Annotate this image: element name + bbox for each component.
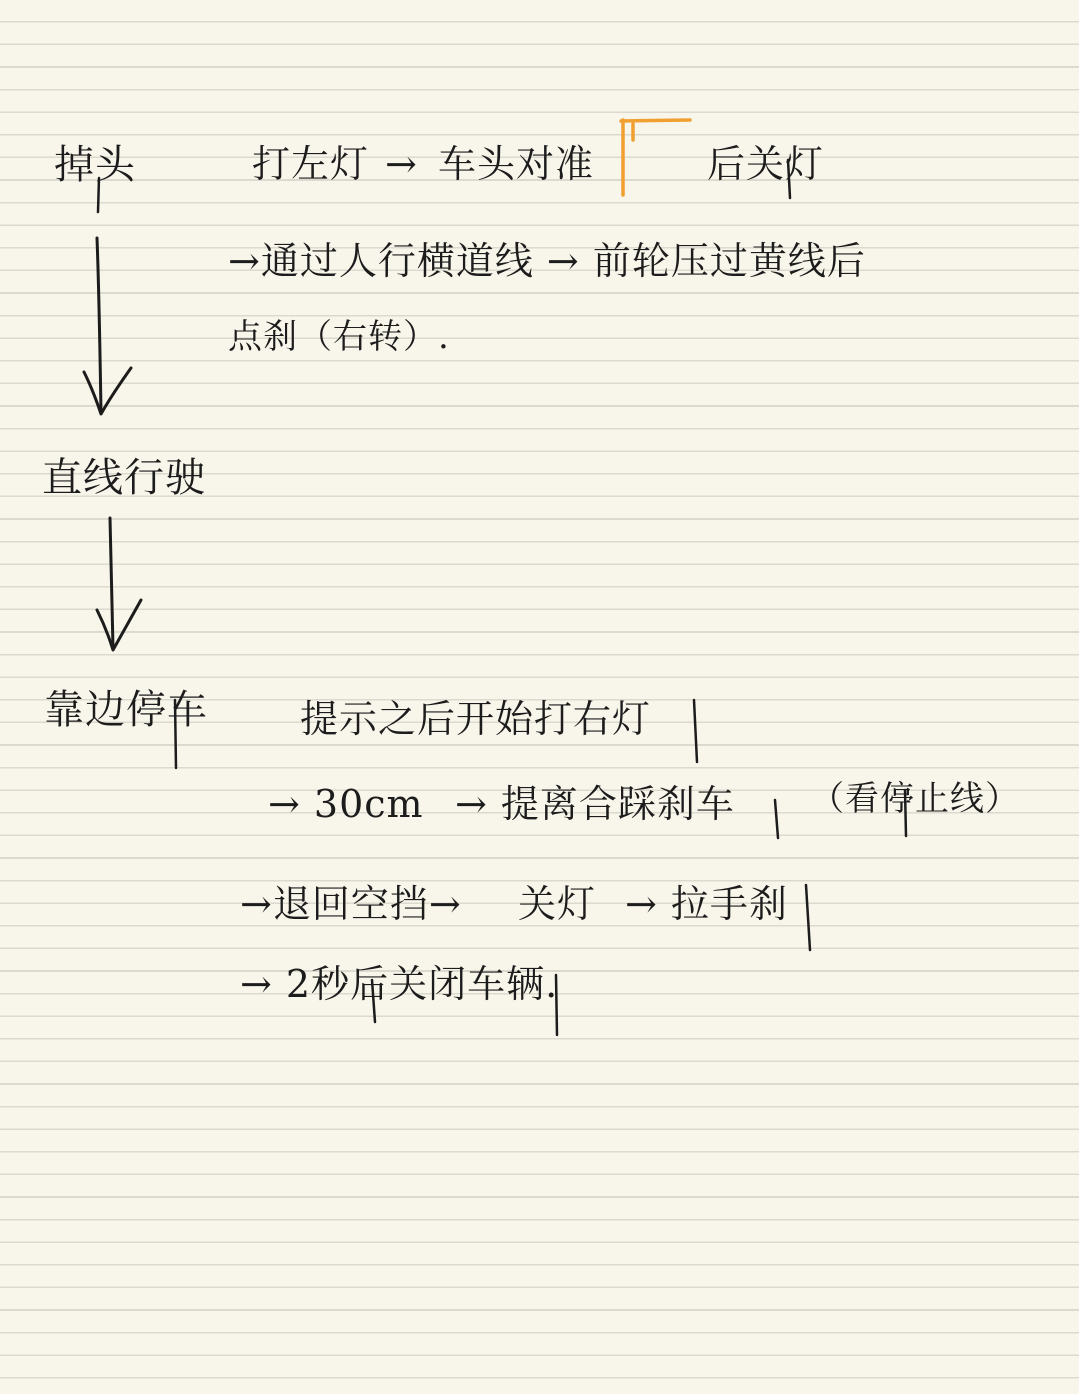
alignment-sketch [621, 120, 690, 195]
turn-step-arrow: → [385, 142, 418, 186]
turn-step-lights-off: 后关灯 [707, 142, 825, 186]
pullover-step-clutch-brake: → 提离合踩刹车 [455, 782, 735, 826]
heading-straight: 直线行驶 [42, 455, 206, 501]
flow-arrow-down-1 [84, 238, 131, 414]
turn-step-crosswalk: →通过人行横道线 → 前轮压过黄线后 [228, 239, 866, 283]
pullover-step-right-signal: 提示之后开始打右灯 [300, 697, 652, 741]
turn-step-brake: 点刹（右转）. [228, 317, 450, 357]
pullover-step-shutdown: → 2秒后关闭车辆. [240, 962, 559, 1006]
turn-step-left-signal: 打左灯 [252, 142, 370, 186]
flow-arrow-down-2 [97, 518, 141, 650]
pullover-step-distance: → 30cm [268, 782, 424, 826]
ink-descenders [98, 160, 906, 1035]
turn-step-align: 车头对准 [438, 142, 595, 186]
pullover-step-neutral: →退回空挡→ [240, 882, 462, 926]
pullover-step-lights-off: 关灯 [518, 882, 597, 926]
heading-turn: 掉头 [54, 142, 136, 188]
heading-pullover: 靠边停车 [44, 687, 208, 733]
pullover-step-stop-line: （看停止线） [810, 779, 1020, 819]
pullover-step-handbrake: → 拉手刹 [625, 882, 788, 926]
